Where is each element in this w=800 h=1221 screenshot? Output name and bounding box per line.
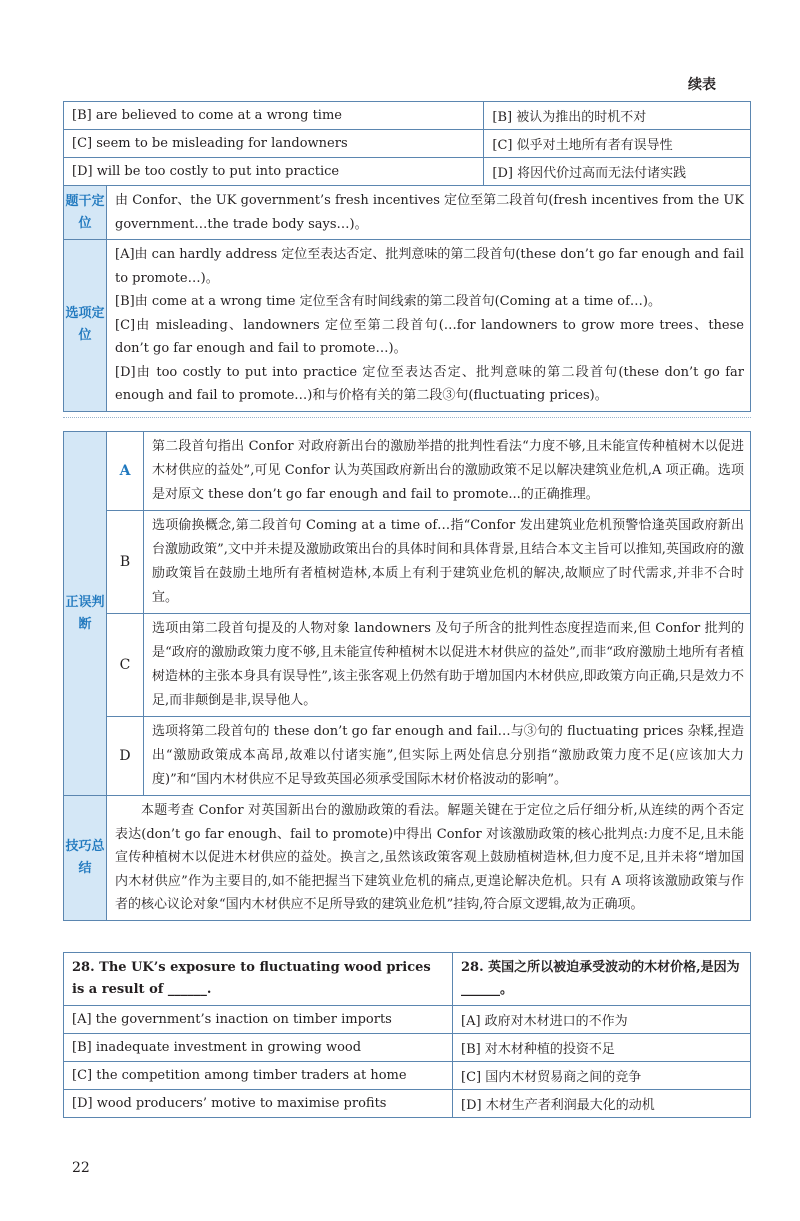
section-divider xyxy=(63,417,751,418)
option-en: [B] inadequate investment in growing wood xyxy=(64,1034,453,1062)
stem-location-row xyxy=(64,186,751,240)
option-zh: [B] 对木材种植的投资不足 xyxy=(453,1034,751,1062)
option-en: [D] wood producers’ motive to maximise profits xyxy=(64,1090,453,1118)
page-number: 22 xyxy=(72,1160,90,1176)
option-en: [D] will be too costly to put into practice xyxy=(64,158,484,186)
judgment-text: 选项由第二段首句提及的人物对象 landowners 及句子所含的批判性态度捏造而来,但 Confor 批判的是“政府的激励政策力度不够,且未能宣传种植树木以促进木材供应的益处”,而非“政府激励土地所有者植树造林的主张本身具有误导性”,该主张客观上仍然有助于增加国内木材供应,即政策方向正确,只是效力不足,而非颠倒是非,误导他人。 xyxy=(144,614,751,717)
option-zh: [C] 国内木材贸易商之间的竞争 xyxy=(453,1062,751,1090)
option-zh: [B] 被认为推出的时机不对 xyxy=(484,102,751,130)
summary-label: 技巧总结 xyxy=(64,796,107,921)
option-zh: [D] 木材生产者利润最大化的动机 xyxy=(453,1090,751,1118)
option-en: [B] are believed to come at a wrong time xyxy=(64,102,484,130)
judgment-row xyxy=(64,614,751,717)
option-row xyxy=(64,1062,751,1090)
option-row xyxy=(64,1090,751,1118)
q27-judgment-table xyxy=(63,431,751,921)
option-location-text xyxy=(107,240,751,412)
question-en: 28. The UK’s exposure to fluctuating wood prices is a result of ______. xyxy=(64,953,453,1006)
option-en: [A] the government’s inaction on timber imports xyxy=(64,1006,453,1034)
option-zh: [D] 将因代价过高而无法付诸实践 xyxy=(484,158,751,186)
judgment-letter: D xyxy=(107,717,144,796)
judgment-text: 选项偷换概念,第二段首句 Coming at a time of…指“Confor 发出建筑业危机预警恰逢英国政府新出台激励政策”,文中并未提及激励政策出台的具体时间和具体背景,且结合本文主旨可以推知,英国政府的激励政策旨在鼓励土地所有者植树造林,本质上有利于建筑业危机的解决,故顺应了时代需求,并非不合时宜。 xyxy=(144,511,751,614)
option-location-line: [C]由 misleading、landowners 定位至第二段首句(…for landowners to grow more trees、these don’t go far enough and fail to promote…)。 xyxy=(115,317,744,356)
q27-analysis-table xyxy=(63,101,751,412)
judgment-row xyxy=(64,432,751,511)
option-en: [C] seem to be misleading for landowners xyxy=(64,130,484,158)
judgment-label: 正误判断 xyxy=(64,432,107,796)
continued-label: 续表 xyxy=(688,77,716,93)
option-row xyxy=(64,158,751,186)
option-location-line: [A]由 can hardly address 定位至表达否定、批判意味的第二段首句(these don’t go far enough and fail to promote…)。 xyxy=(115,247,744,286)
stem-location-label: 题干定位 xyxy=(64,186,107,240)
judgment-text: 选项将第二段首句的 these don’t go far enough and fail…与③句的 fluctuating prices 杂糅,捏造出“激励政策成本高昂,故难以付诸实施”,但实际上两处信息分别指“激励政策力度不足(应该加大力度)”和“国内木材供应不足导致英国必须承受国际木材价格波动的影响”。 xyxy=(144,717,751,796)
question-zh: 28. 英国之所以被迫承受波动的木材价格,是因为______。 xyxy=(453,953,751,1006)
summary-text: 本题考查 Confor 对英国新出台的激励政策的看法。解题关键在于定位之后仔细分析,从连续的两个否定表达(don’t go far enough、fail to promote)中得出 Confor 对该激励政策的核心批判点:力度不足,且未能宣传种植树木以促进木材供应的益处。换言之,虽然该政策客观上鼓励植树造林,但力度不足,且并未将“增加国内木材供应”作为主要目的,如不能把握当下建筑业危机的痛点,更遑论解决危机。只有 A 项将该激励政策与作者的核心议论对象“国内木材供应不足所导致的建筑业危机”挂钩,符合原文逻辑,故为正确项。 xyxy=(107,796,751,921)
judgment-letter: B xyxy=(107,511,144,614)
judgment-row xyxy=(64,717,751,796)
option-location-label: 选项定位 xyxy=(64,240,107,412)
stem-location-text: 由 Confor、the UK government’s fresh incentives 定位至第二段首句(fresh incentives from the UK government…the trade body says…)。 xyxy=(107,186,751,240)
option-zh: [C] 似乎对土地所有者有误导性 xyxy=(484,130,751,158)
option-row xyxy=(64,1034,751,1062)
option-en: [C] the competition among timber traders at home xyxy=(64,1062,453,1090)
option-row xyxy=(64,130,751,158)
summary-row xyxy=(64,796,751,921)
option-location-line: [B]由 come at a wrong time 定位至含有时间线索的第二段首句(Coming at a time of…)。 xyxy=(115,294,662,309)
option-zh: [A] 政府对木材进口的不作为 xyxy=(453,1006,751,1034)
option-row xyxy=(64,1006,751,1034)
q28-table xyxy=(63,952,751,1118)
question-row xyxy=(64,953,751,1006)
option-location-row xyxy=(64,240,751,412)
judgment-row xyxy=(64,511,751,614)
judgment-text: 第二段首句指出 Confor 对政府新出台的激励举措的批判性看法“力度不够,且未能宣传种植树木以促进木材供应的益处”,可见 Confor 认为英国政府新出台的激励政策不足以解决建筑业危机,A 项正确。选项是对原文 these don’t go far enough and fail to promote...的正确推理。 xyxy=(144,432,751,511)
option-location-line: [D]由 too costly to put into practice 定位至表达否定、批判意味的第二段首句(these don’t go far enough and fail to promote…)和与价格有关的第二段③句(fluctuating prices)。 xyxy=(115,364,744,403)
option-row xyxy=(64,102,751,130)
judgment-letter: A xyxy=(107,432,144,511)
judgment-letter: C xyxy=(107,614,144,717)
